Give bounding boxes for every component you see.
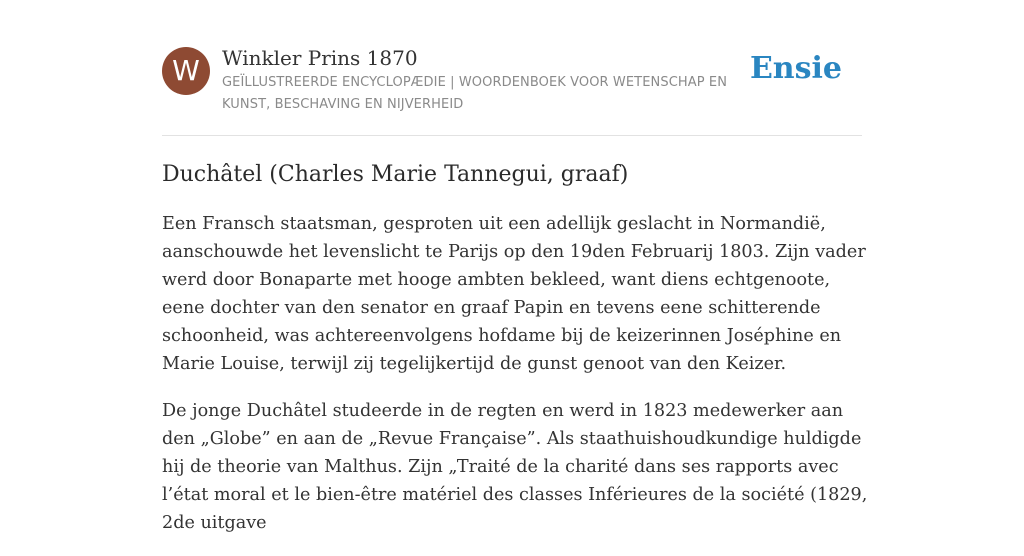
source-header	[162, 46, 862, 116]
source-subtitle: GEÏLLUSTREERDE ENCYCLOPÆDIE | WOORDENBOEK VOOR WETENSCHAP EN KUNST, BESCHAVING EN NIJVERHEID	[222, 75, 728, 112]
article-paragraph: De jonge Duchâtel studeerde in de regten en werd in 1823 medewerker aan den „Globe” en aan de „Revue Française”. Als staathuishoudkundige huldigde hij de theorie van Malthus. Zijn „Traité de la charité dans ses rapports avec l’état moral et le bien-être matériel des classes Inférieures de la société (1829, 2de uitgave	[162, 401, 868, 533]
avatar[interactable]: W	[162, 47, 210, 95]
article	[162, 158, 872, 556]
article-paragraph: Een Fransch staatsman, gesproten uit een adellijk geslacht in Normandië, aanschouwde het levenslicht te Parijs op den 19den Februarij 1803. Zijn vader werd door Bonaparte met hooge ambten bekleed, want diens echtgenoote, eene dochter van den senator en graaf Papin en tevens eene schitterende schoonheid, was achtereenvolgens hofdame bij de keizerinnen Joséphine en Marie Louise, terwijl zij tegelijkertijd de gunst genoot van den Keizer.	[162, 214, 866, 374]
ensie-logo[interactable]: Ensie	[749, 51, 842, 86]
article-title: Duchâtel (Charles Marie Tannegui, graaf)	[162, 162, 629, 187]
header-divider	[162, 135, 862, 136]
source-title[interactable]: Winkler Prins 1870	[222, 46, 418, 70]
